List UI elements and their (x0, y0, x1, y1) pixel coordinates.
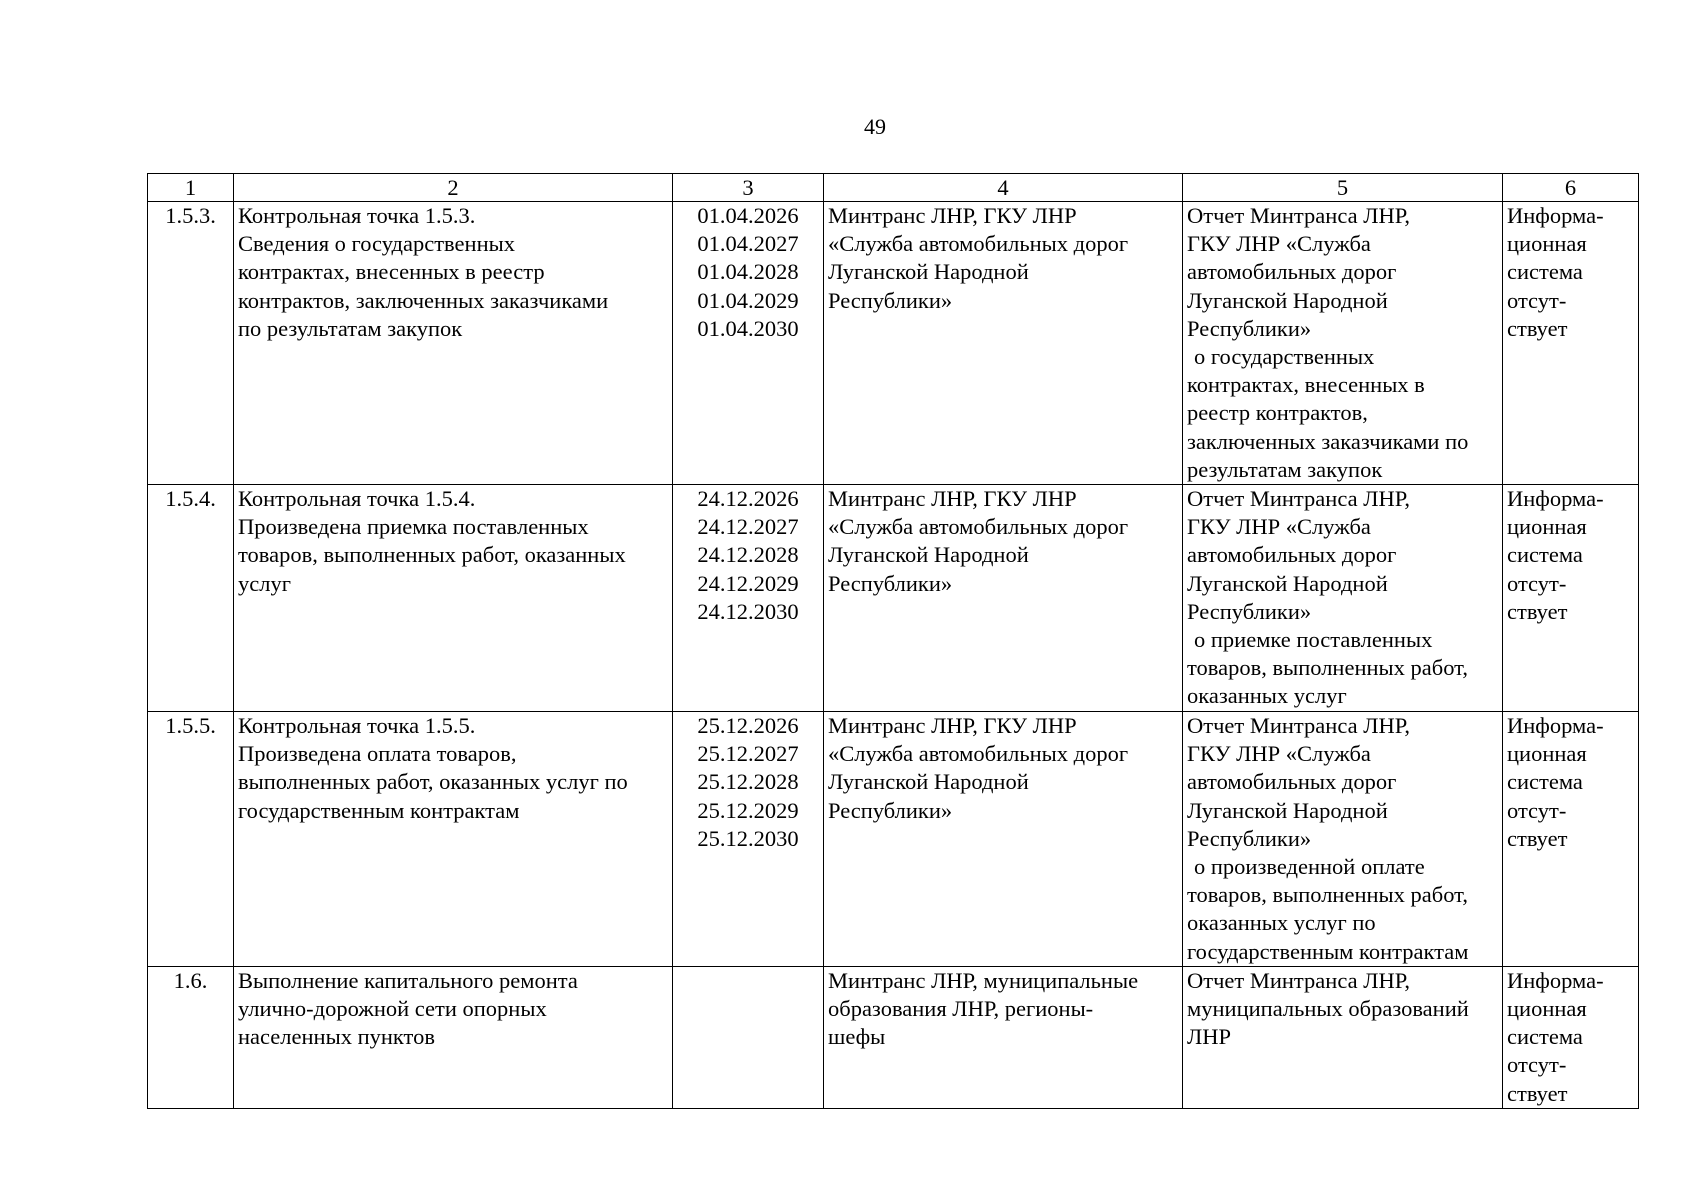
information-system-cell (1503, 966, 1639, 1108)
report-line: Республики» (1187, 598, 1312, 624)
report-line: Отчет Минтранса ЛНР, (1187, 967, 1411, 993)
information-system-line: ционная (1507, 741, 1587, 767)
deadline-cell (673, 966, 824, 1108)
information-system-line: Информа- (1507, 203, 1604, 228)
column-header: 5 (1183, 174, 1503, 202)
column-header: 4 (824, 174, 1183, 202)
report-line: ГКУ ЛНР «Служба (1187, 514, 1371, 540)
column-header: 2 (234, 174, 673, 202)
responsible-line: «Служба автомобильных дорог (828, 741, 1129, 767)
report-line: результатам закупок (1187, 456, 1383, 482)
deadline-date: 01.04.2026 (697, 203, 799, 228)
report-line: Отчет Минтранса ЛНР, (1187, 203, 1411, 228)
row-number: 1.6. (173, 967, 208, 993)
report-line: Республики» (1187, 825, 1312, 851)
deadline-date: 01.04.2028 (697, 259, 799, 285)
deadline-date: 24.12.2026 (697, 486, 799, 512)
event-name-line: выполненных работ, оказанных услуг по (238, 769, 628, 795)
responsible-cell (824, 966, 1183, 1108)
row-number-cell (148, 202, 234, 485)
responsible-line: Минтранс ЛНР, муниципальные (828, 967, 1139, 993)
event-name-cell (234, 712, 673, 967)
information-system-line: отсут- (1507, 570, 1567, 596)
row-number-cell (148, 712, 234, 967)
deadline-cell (673, 712, 824, 967)
event-name-line: Произведена оплата товаров, (238, 741, 517, 767)
event-name-line: контрактов, заключенных заказчиками (238, 287, 609, 313)
deadline-date: 25.12.2028 (697, 769, 799, 795)
deadline-date: 24.12.2030 (697, 598, 799, 624)
event-name-line: Выполнение капитального ремонта (238, 967, 578, 993)
event-name-line: улично-дорожной сети опорных (238, 996, 547, 1022)
responsible-line: Минтранс ЛНР, ГКУ ЛНР (828, 713, 1077, 739)
event-name-line: Контрольная точка 1.5.3. (238, 203, 476, 228)
page-number: 49 (864, 114, 886, 139)
deadline-date: 24.12.2028 (697, 542, 799, 568)
deadline-date: 01.04.2029 (697, 287, 799, 313)
deadline-date: 01.04.2027 (697, 231, 799, 257)
table-row (148, 966, 1639, 1108)
report-line: Луганской Народной (1187, 287, 1388, 313)
row-number-cell (148, 485, 234, 712)
table-row (148, 485, 1639, 712)
plan-table (147, 173, 1639, 1109)
table-row (148, 712, 1639, 967)
report-line: Отчет Минтранса ЛНР, (1187, 486, 1411, 512)
report-line: контрактах, внесенных в (1187, 372, 1425, 398)
deadline-date: 24.12.2029 (697, 570, 799, 596)
information-system-cell (1503, 202, 1639, 485)
deadline-date: 25.12.2027 (697, 741, 799, 767)
responsible-line: Республики» (828, 797, 953, 823)
event-name-line: Контрольная точка 1.5.5. (238, 713, 476, 739)
responsible-line: Минтранс ЛНР, ГКУ ЛНР (828, 203, 1077, 228)
information-system-line: система (1507, 259, 1583, 285)
deadline-cell (673, 202, 824, 485)
report-line: о приемке поставленных (1194, 627, 1433, 653)
information-system-line: ствует (1507, 315, 1568, 341)
row-number: 1.5.3. (165, 203, 216, 228)
information-system-line: ствует (1507, 598, 1568, 624)
responsible-line: Минтранс ЛНР, ГКУ ЛНР (828, 486, 1077, 512)
event-name-line: Сведения о государственных (238, 231, 515, 257)
report-line: Республики» (1187, 315, 1312, 341)
responsible-line: шефы (828, 1024, 886, 1050)
table-row (148, 202, 1639, 485)
column-header: 3 (673, 174, 824, 202)
deadline-date: 25.12.2029 (697, 797, 799, 823)
event-name-line: по результатам закупок (238, 315, 463, 341)
report-line: Отчет Минтранса ЛНР, (1187, 713, 1411, 739)
information-system-line: ционная (1507, 231, 1587, 257)
report-line: реестр контрактов, (1187, 400, 1368, 426)
information-system-cell (1503, 485, 1639, 712)
information-system-line: система (1507, 1024, 1583, 1050)
report-line: ГКУ ЛНР «Служба (1187, 231, 1371, 257)
responsible-line: Республики» (828, 570, 953, 596)
report-line: Луганской Народной (1187, 797, 1388, 823)
report-line: ЛНР (1187, 1024, 1232, 1050)
responsible-line: Луганской Народной (828, 259, 1029, 285)
row-number-cell (148, 966, 234, 1108)
information-system-line: система (1507, 542, 1583, 568)
row-number: 1.5.4. (165, 486, 216, 512)
event-name-line: контрактах, внесенных в реестр (238, 259, 545, 285)
report-line: Луганской Народной (1187, 570, 1388, 596)
responsible-cell (824, 202, 1183, 485)
event-name-line: Произведена приемка поставленных (238, 514, 589, 540)
deadline-date: 25.12.2030 (697, 825, 799, 851)
information-system-line: Информа- (1507, 486, 1604, 512)
row-number: 1.5.5. (165, 713, 216, 739)
report-cell (1183, 712, 1503, 967)
deadline-date: 25.12.2026 (697, 713, 799, 739)
information-system-line: ционная (1507, 996, 1587, 1022)
information-system-line: система (1507, 769, 1583, 795)
responsible-line: Республики» (828, 287, 953, 313)
event-name-line: государственным контрактам (238, 797, 520, 823)
report-cell (1183, 485, 1503, 712)
event-name-cell (234, 485, 673, 712)
report-line: товаров, выполненных работ, (1187, 882, 1468, 908)
information-system-line: Информа- (1507, 713, 1604, 739)
report-line: государственным контрактам (1187, 938, 1469, 964)
column-header: 6 (1503, 174, 1639, 202)
event-name-line: населенных пунктов (238, 1024, 435, 1050)
report-line: товаров, выполненных работ, (1187, 655, 1468, 681)
event-name-line: товаров, выполненных работ, оказанных (238, 542, 626, 568)
event-name-line: Контрольная точка 1.5.4. (238, 486, 476, 512)
report-line: автомобильных дорог (1187, 542, 1397, 568)
deadline-date: 24.12.2027 (697, 514, 799, 540)
report-line: оказанных услуг по (1187, 910, 1376, 936)
deadline-cell (673, 485, 824, 712)
report-cell (1183, 202, 1503, 485)
report-line: о государственных (1194, 344, 1375, 370)
responsible-line: «Служба автомобильных дорог (828, 514, 1129, 540)
responsible-cell (824, 485, 1183, 712)
report-line: заключенных заказчиками по (1187, 428, 1469, 454)
report-line: автомобильных дорог (1187, 259, 1397, 285)
information-system-line: ствует (1507, 1080, 1568, 1106)
report-cell (1183, 966, 1503, 1108)
report-line: оказанных услуг (1187, 683, 1347, 709)
responsible-line: Луганской Народной (828, 769, 1029, 795)
column-header: 1 (148, 174, 234, 202)
information-system-line: Информа- (1507, 967, 1604, 993)
report-line: о произведенной оплате (1194, 854, 1425, 880)
report-line: автомобильных дорог (1187, 769, 1397, 795)
information-system-line: отсут- (1507, 287, 1567, 313)
deadline-date: 01.04.2030 (697, 315, 799, 341)
responsible-line: Луганской Народной (828, 542, 1029, 568)
responsible-line: «Служба автомобильных дорог (828, 231, 1129, 257)
report-line: муниципальных образований (1187, 996, 1469, 1022)
information-system-line: ционная (1507, 514, 1587, 540)
responsible-line: образования ЛНР, регионы- (828, 996, 1094, 1022)
information-system-line: отсут- (1507, 1052, 1567, 1078)
report-line: ГКУ ЛНР «Служба (1187, 741, 1371, 767)
event-name-line: услуг (238, 570, 291, 596)
responsible-cell (824, 712, 1183, 967)
column-number-row (148, 174, 1639, 202)
information-system-line: отсут- (1507, 797, 1567, 823)
information-system-cell (1503, 712, 1639, 967)
event-name-cell (234, 202, 673, 485)
event-name-cell (234, 966, 673, 1108)
information-system-line: ствует (1507, 825, 1568, 851)
